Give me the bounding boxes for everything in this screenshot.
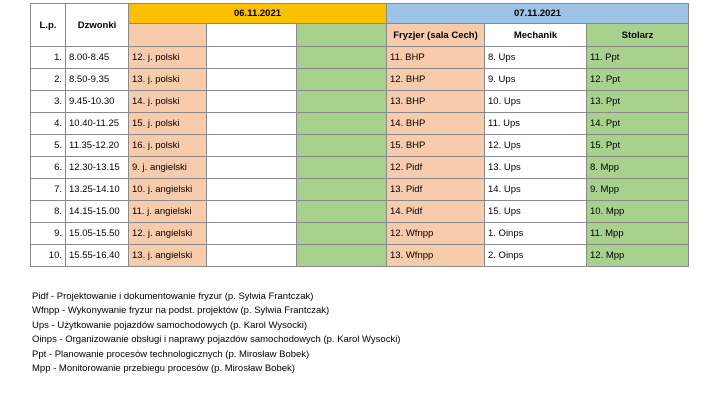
date-header-1: 06.11.2021 (129, 4, 387, 24)
cell-day1-empty-green (297, 179, 387, 201)
table-row-6 (31, 157, 689, 179)
cell-mechanik: 8. Ups (485, 47, 587, 69)
cell-fryzjer: 11. BHP (387, 47, 485, 69)
table-row-2 (31, 69, 689, 91)
cell-day1-class: 13. j. angielski (129, 245, 207, 267)
cell-fryzjer: 15. BHP (387, 135, 485, 157)
cell-day1-empty (207, 135, 297, 157)
cell-day1-class: 12. j. angielski (129, 223, 207, 245)
cell-day1-empty (207, 113, 297, 135)
group-header-stolarz: Stolarz (587, 24, 689, 47)
legend-item: Pidf - Projektowanie i dokumentowanie fryzur (p. Sylwia Frantczak) (32, 291, 314, 302)
cell-stolarz: 14. Ppt (587, 113, 689, 135)
cell-day1-empty-green (297, 135, 387, 157)
cell-stolarz: 9. Mpp (587, 179, 689, 201)
cell-stolarz: 8. Mpp (587, 157, 689, 179)
cell-fryzjer: 12. Wfnpp (387, 223, 485, 245)
cell-fryzjer: 13. Wfnpp (387, 245, 485, 267)
cell-lp: 9. (31, 223, 66, 245)
cell-day1-empty (207, 91, 297, 113)
cell-day1-empty-green (297, 113, 387, 135)
table-row-4 (31, 113, 689, 135)
cell-mechanik: 1. Oinps (485, 223, 587, 245)
cell-day1-empty (207, 223, 297, 245)
cell-time: 8.00-8.45 (66, 47, 129, 69)
cell-mechanik: 2. Oinps (485, 245, 587, 267)
cell-lp: 6. (31, 157, 66, 179)
cell-mechanik: 10. Ups (485, 91, 587, 113)
cell-time: 9.45-10.30 (66, 91, 129, 113)
day1-group-header-2 (207, 24, 297, 47)
cell-day1-empty (207, 69, 297, 91)
cell-time: 8.50-9.35 (66, 69, 129, 91)
cell-stolarz: 11. Ppt (587, 47, 689, 69)
cell-day1-class: 15. j. polski (129, 113, 207, 135)
legend-item: Oinps - Organizowanie obsługi i naprawy pojazdów samochodowych (p. Karol Wysocki) (32, 334, 401, 346)
table-row-9 (31, 223, 689, 245)
cell-lp: 3. (31, 91, 66, 113)
cell-time: 12.30-13.15 (66, 157, 129, 179)
day1-group-header-1 (129, 24, 207, 47)
cell-day1-empty-green (297, 157, 387, 179)
cell-mechanik: 11. Ups (485, 113, 587, 135)
cell-lp: 10. (31, 245, 66, 267)
date-header-2: 07.11.2021 (387, 4, 689, 24)
cell-day1-empty-green (297, 223, 387, 245)
cell-day1-class: 12. j. polski (129, 47, 207, 69)
cell-stolarz: 13. Ppt (587, 91, 689, 113)
cell-stolarz: 15. Ppt (587, 135, 689, 157)
cell-lp: 2. (31, 69, 66, 91)
cell-mechanik: 12. Ups (485, 135, 587, 157)
cell-day1-empty-green (297, 201, 387, 223)
table-row-10 (31, 245, 689, 267)
cell-day1-empty (207, 157, 297, 179)
cell-time: 10.40-11.25 (66, 113, 129, 135)
table-row-7 (31, 179, 689, 201)
cell-mechanik: 14. Ups (485, 179, 587, 201)
cell-day1-class: 14. j. polski (129, 91, 207, 113)
cell-day1-class: 13. j. polski (129, 69, 207, 91)
cell-time: 13.25-14.10 (66, 179, 129, 201)
cell-stolarz: 12. Mpp (587, 245, 689, 267)
cell-mechanik: 15. Ups (485, 201, 587, 223)
schedule-table (30, 3, 689, 267)
cell-day1-class: 11. j. angielski (129, 201, 207, 223)
cell-stolarz: 11. Mpp (587, 223, 689, 245)
cell-day1-empty (207, 201, 297, 223)
table-row-3 (31, 91, 689, 113)
cell-day1-class: 10. j. angielski (129, 179, 207, 201)
cell-time: 15.05-15.50 (66, 223, 129, 245)
cell-day1-empty (207, 179, 297, 201)
cell-day1-empty (207, 245, 297, 267)
dzwonki-header: Dzwonki (66, 4, 129, 47)
cell-fryzjer: 14. Pidf (387, 201, 485, 223)
group-header-mechanik: Mechanik (485, 24, 587, 47)
lp-header: L.p. (31, 4, 66, 47)
cell-day1-empty (207, 47, 297, 69)
cell-stolarz: 12. Ppt (587, 69, 689, 91)
table-row-1 (31, 47, 689, 69)
legend-item: Mpp - Monitorowanie przebiegu procesów (p. Mirosław Bobek) (32, 363, 295, 375)
legend-item: Ups - Użytkowanie pojazdów samochodowych (p. Karol Wysocki) (32, 319, 307, 331)
cell-day1-empty-green (297, 69, 387, 91)
cell-day1-empty-green (297, 245, 387, 267)
cell-day1-class: 9. j. angielski (129, 157, 207, 179)
cell-time: 15.55-16.40 (66, 245, 129, 267)
cell-mechanik: 9. Ups (485, 69, 587, 91)
legend-item: Wfnpp - Wykonywanie fryzur na podst. projektów (p. Sylwia Frantczak) (32, 305, 330, 317)
header-row-groups (31, 24, 689, 47)
cell-day1-empty-green (297, 47, 387, 69)
table-row-5 (31, 135, 689, 157)
cell-fryzjer: 12. Pidf (387, 157, 485, 179)
cell-day1-empty-green (297, 91, 387, 113)
cell-lp: 7. (31, 179, 66, 201)
cell-fryzjer: 14. BHP (387, 113, 485, 135)
table-row-8 (31, 201, 689, 223)
cell-stolarz: 10. Mpp (587, 201, 689, 223)
cell-fryzjer: 13. BHP (387, 91, 485, 113)
header-row-dates (31, 4, 689, 24)
legend-item: Ppt - Planowanie procesów technologicznych (p. Mirosław Bobek) (32, 348, 310, 360)
cell-lp: 8. (31, 201, 66, 223)
cell-time: 11.35-12.20 (66, 135, 129, 157)
legend (32, 290, 400, 376)
group-header-fryzjer: Fryzjer (sala Cech) (387, 24, 485, 47)
cell-lp: 5. (31, 135, 66, 157)
cell-time: 14.15-15.00 (66, 201, 129, 223)
cell-mechanik: 13. Ups (485, 157, 587, 179)
schedule-rows (31, 47, 689, 267)
cell-lp: 4. (31, 113, 66, 135)
cell-day1-class: 16. j. polski (129, 135, 207, 157)
day1-group-header-3 (297, 24, 387, 47)
cell-lp: 1. (31, 47, 66, 69)
cell-fryzjer: 12. BHP (387, 69, 485, 91)
cell-fryzjer: 13. Pidf (387, 179, 485, 201)
